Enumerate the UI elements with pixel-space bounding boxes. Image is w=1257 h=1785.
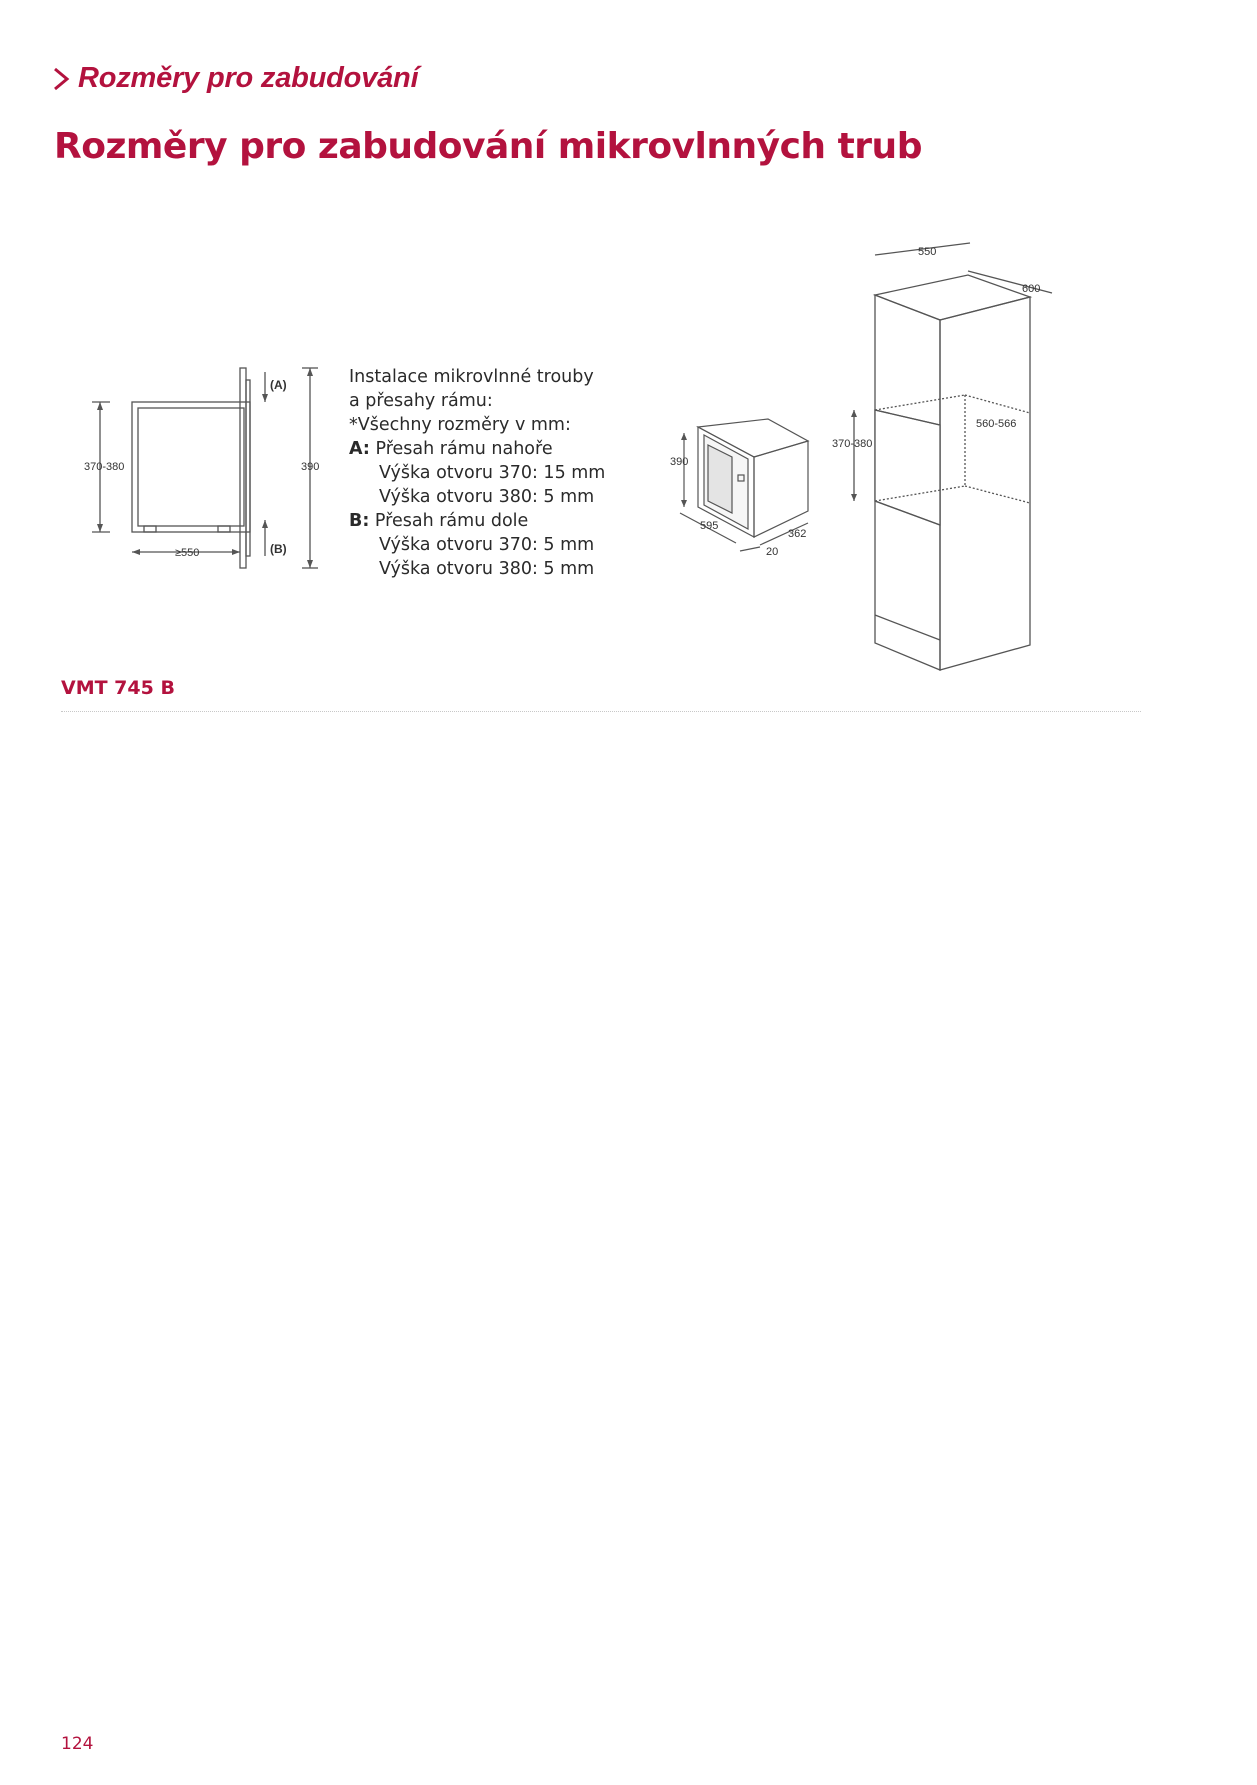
cabinet-depth-label: 600 bbox=[1022, 283, 1041, 295]
cabinet-niche-depth-label: 560-566 bbox=[976, 418, 1017, 430]
model-name: VMT 745 B bbox=[61, 677, 175, 699]
note-a-heading bbox=[349, 437, 605, 461]
note-b-370: Výška otvoru 370: 5 mm bbox=[379, 535, 595, 555]
divider bbox=[61, 711, 1141, 712]
oven-height-label: 390 bbox=[670, 456, 689, 468]
notes-line: a přesahy rámu: bbox=[349, 391, 493, 411]
installation-notes bbox=[349, 365, 605, 581]
note-a-key: A: bbox=[349, 439, 370, 459]
oven-frame-label: 20 bbox=[766, 546, 779, 558]
note-b-key: B: bbox=[349, 511, 370, 531]
notes-line: Instalace mikrovlnné trouby bbox=[349, 367, 594, 387]
notes-line: *Všechny rozměry v mm: bbox=[349, 415, 571, 435]
side-section-diagram bbox=[70, 360, 320, 580]
note-a-370: Výška otvoru 370: 15 mm bbox=[379, 463, 606, 483]
note-b-380: Výška otvoru 380: 5 mm bbox=[379, 559, 595, 579]
side-depth-label: ≥550 bbox=[175, 547, 200, 559]
cabinet-isometric-diagram bbox=[830, 235, 1080, 675]
marker-b: (B) bbox=[270, 542, 287, 556]
oven-width-label: 595 bbox=[700, 520, 719, 532]
note-a-text: Přesah rámu nahoře bbox=[375, 439, 553, 459]
oven-isometric-diagram bbox=[668, 415, 848, 565]
chevron-right-icon bbox=[52, 67, 70, 91]
marker-a: (A) bbox=[270, 378, 287, 392]
page-title: Rozměry pro zabudování mikrovlnných trub bbox=[54, 126, 922, 167]
side-total-height-label: 390 bbox=[301, 461, 320, 473]
page-number: 124 bbox=[61, 1734, 94, 1754]
note-b-text: Přesah rámu dole bbox=[374, 511, 529, 531]
note-b-heading bbox=[349, 509, 605, 533]
cabinet-niche-height-label: 370-380 bbox=[832, 438, 873, 450]
breadcrumb-label: Rozměry pro zabudování bbox=[78, 62, 419, 94]
breadcrumb[interactable] bbox=[52, 62, 418, 95]
cabinet-width-label: 550 bbox=[918, 246, 937, 258]
note-a-380: Výška otvoru 380: 5 mm bbox=[379, 487, 595, 507]
oven-depth-label: 362 bbox=[788, 528, 807, 540]
side-height-label: 370-380 bbox=[84, 461, 125, 473]
